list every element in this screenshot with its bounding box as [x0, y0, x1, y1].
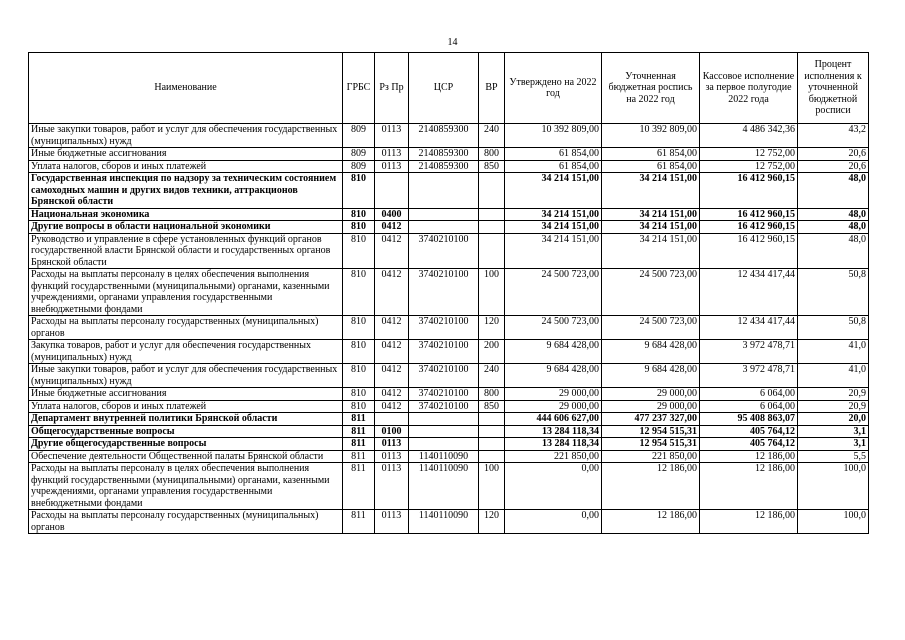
cell-csr [409, 221, 479, 234]
cell-vr: 850 [479, 160, 505, 173]
cell-grbs: 810 [343, 208, 375, 221]
cell-cash: 6 064,00 [700, 400, 798, 413]
cell-rzpr: 0113 [375, 463, 409, 510]
cell-refined: 34 214 151,00 [602, 221, 700, 234]
cell-cash: 95 408 863,07 [700, 413, 798, 426]
cell-name: Другие общегосударственные вопросы [29, 438, 343, 451]
cell-csr: 2140859300 [409, 160, 479, 173]
cell-rzpr: 0412 [375, 221, 409, 234]
cell-refined: 221 850,00 [602, 450, 700, 463]
cell-name: Общегосударственные вопросы [29, 425, 343, 438]
table-row [29, 160, 869, 173]
table-row [29, 221, 869, 234]
cell-rzpr: 0412 [375, 388, 409, 401]
cell-grbs: 811 [343, 413, 375, 426]
cell-cash: 16 412 960,15 [700, 173, 798, 209]
cell-grbs: 811 [343, 438, 375, 451]
cell-rzpr: 0412 [375, 364, 409, 388]
cell-vr: 100 [479, 463, 505, 510]
cell-name: Расходы на выплаты персоналу в целях обеспечения выполнения функций государственными (муниципальными) органами, казенными учреждениями, органами управления государственными внебюджетными фондами [29, 463, 343, 510]
cell-refined: 12 186,00 [602, 463, 700, 510]
cell-percent: 20,9 [798, 388, 869, 401]
table-row [29, 510, 869, 534]
cell-csr: 2140859300 [409, 124, 479, 148]
cell-grbs: 810 [343, 221, 375, 234]
cell-cash: 6 064,00 [700, 388, 798, 401]
cell-vr [479, 221, 505, 234]
cell-approved: 9 684 428,00 [505, 364, 602, 388]
header-csr: ЦСР [409, 53, 479, 124]
cell-approved: 61 854,00 [505, 148, 602, 161]
table-row [29, 413, 869, 426]
cell-cash: 12 186,00 [700, 463, 798, 510]
cell-csr: 3740210100 [409, 233, 479, 269]
cell-approved: 34 214 151,00 [505, 221, 602, 234]
cell-vr [479, 173, 505, 209]
cell-csr: 3740210100 [409, 400, 479, 413]
cell-rzpr: 0412 [375, 316, 409, 340]
cell-csr: 1140110090 [409, 450, 479, 463]
cell-name: Государственная инспекция по надзору за техническим состоянием самоходных машин и других видов техники, аттракционов Брянской области [29, 173, 343, 209]
header-rzpr: Рз Пр [375, 53, 409, 124]
cell-refined: 61 854,00 [602, 148, 700, 161]
cell-cash: 12 434 417,44 [700, 316, 798, 340]
cell-vr: 100 [479, 269, 505, 316]
cell-name: Иные бюджетные ассигнования [29, 148, 343, 161]
table-row [29, 316, 869, 340]
cell-csr: 3740210100 [409, 340, 479, 364]
cell-cash: 12 752,00 [700, 148, 798, 161]
cell-cash: 405 764,12 [700, 438, 798, 451]
cell-grbs: 810 [343, 269, 375, 316]
cell-refined: 24 500 723,00 [602, 269, 700, 316]
cell-rzpr [375, 173, 409, 209]
cell-csr [409, 173, 479, 209]
cell-refined: 29 000,00 [602, 388, 700, 401]
cell-percent: 48,0 [798, 221, 869, 234]
cell-grbs: 809 [343, 160, 375, 173]
table-row [29, 388, 869, 401]
table-row [29, 364, 869, 388]
cell-percent: 5,5 [798, 450, 869, 463]
cell-name: Департамент внутренней политики Брянской области [29, 413, 343, 426]
cell-percent: 43,2 [798, 124, 869, 148]
cell-refined: 10 392 809,00 [602, 124, 700, 148]
cell-cash: 3 972 478,71 [700, 340, 798, 364]
cell-name: Расходы на выплаты персоналу государственных (муниципальных) органов [29, 510, 343, 534]
cell-percent: 20,6 [798, 160, 869, 173]
table-body [29, 124, 869, 534]
cell-approved: 221 850,00 [505, 450, 602, 463]
cell-vr: 850 [479, 400, 505, 413]
cell-percent: 50,8 [798, 316, 869, 340]
cell-percent: 20,0 [798, 413, 869, 426]
cell-approved: 34 214 151,00 [505, 208, 602, 221]
budget-table [28, 52, 869, 534]
cell-cash: 3 972 478,71 [700, 364, 798, 388]
cell-approved: 9 684 428,00 [505, 340, 602, 364]
header-cash: Кассовое исполнение за первое полугодие 2022 года [700, 53, 798, 124]
cell-percent: 3,1 [798, 438, 869, 451]
cell-percent: 50,8 [798, 269, 869, 316]
cell-percent: 48,0 [798, 233, 869, 269]
cell-csr: 3740210100 [409, 388, 479, 401]
cell-approved: 0,00 [505, 510, 602, 534]
cell-approved: 34 214 151,00 [505, 233, 602, 269]
cell-vr: 240 [479, 124, 505, 148]
cell-cash: 16 412 960,15 [700, 221, 798, 234]
cell-percent: 100,0 [798, 510, 869, 534]
cell-refined: 9 684 428,00 [602, 340, 700, 364]
cell-cash: 12 434 417,44 [700, 269, 798, 316]
cell-vr: 800 [479, 148, 505, 161]
table-row [29, 450, 869, 463]
page-number: 14 [447, 37, 458, 48]
cell-approved: 34 214 151,00 [505, 173, 602, 209]
cell-percent: 41,0 [798, 340, 869, 364]
cell-grbs: 809 [343, 148, 375, 161]
cell-csr [409, 425, 479, 438]
cell-percent: 3,1 [798, 425, 869, 438]
cell-name: Расходы на выплаты персоналу государственных (муниципальных) органов [29, 316, 343, 340]
cell-approved: 29 000,00 [505, 388, 602, 401]
table-row [29, 208, 869, 221]
cell-grbs: 810 [343, 400, 375, 413]
cell-vr [479, 208, 505, 221]
cell-name: Уплата налогов, сборов и иных платежей [29, 160, 343, 173]
cell-vr: 240 [479, 364, 505, 388]
cell-refined: 12 954 515,31 [602, 425, 700, 438]
header-approved: Утверждено на 2022 год [505, 53, 602, 124]
cell-percent: 48,0 [798, 173, 869, 209]
cell-grbs: 811 [343, 450, 375, 463]
cell-csr [409, 413, 479, 426]
cell-cash: 4 486 342,36 [700, 124, 798, 148]
cell-grbs: 811 [343, 510, 375, 534]
cell-name: Иные закупки товаров, работ и услуг для обеспечения государственных (муниципальных) нужд [29, 364, 343, 388]
cell-csr [409, 438, 479, 451]
cell-name: Расходы на выплаты персоналу в целях обеспечения выполнения функций государственными (муниципальными) органами, казенными учреждениями, органами управления государственными внебюджетными фондами [29, 269, 343, 316]
cell-name: Закупка товаров, работ и услуг для обеспечения государственных (муниципальных) нужд [29, 340, 343, 364]
table-row [29, 124, 869, 148]
cell-rzpr: 0113 [375, 124, 409, 148]
cell-csr: 2140859300 [409, 148, 479, 161]
cell-refined: 34 214 151,00 [602, 173, 700, 209]
header-percent: Процент исполнения к уточненной бюджетной росписи [798, 53, 869, 124]
cell-name: Руководство и управление в сфере установленных функций органов государственной власти Брянской области и государственных органов Брянской области [29, 233, 343, 269]
cell-approved: 0,00 [505, 463, 602, 510]
cell-approved: 13 284 118,34 [505, 425, 602, 438]
cell-grbs: 810 [343, 316, 375, 340]
cell-rzpr: 0113 [375, 510, 409, 534]
cell-csr: 1140110090 [409, 463, 479, 510]
cell-refined: 24 500 723,00 [602, 316, 700, 340]
cell-percent: 20,9 [798, 400, 869, 413]
cell-grbs: 810 [343, 233, 375, 269]
cell-cash: 12 752,00 [700, 160, 798, 173]
cell-vr: 120 [479, 316, 505, 340]
cell-approved: 444 606 627,00 [505, 413, 602, 426]
cell-vr [479, 413, 505, 426]
table-row [29, 148, 869, 161]
cell-name: Иные бюджетные ассигнования [29, 388, 343, 401]
cell-rzpr [375, 413, 409, 426]
cell-vr: 200 [479, 340, 505, 364]
cell-csr: 1140110090 [409, 510, 479, 534]
cell-refined: 9 684 428,00 [602, 364, 700, 388]
cell-percent: 41,0 [798, 364, 869, 388]
cell-rzpr: 0113 [375, 438, 409, 451]
cell-rzpr: 0412 [375, 340, 409, 364]
cell-approved: 24 500 723,00 [505, 316, 602, 340]
cell-refined: 12 186,00 [602, 510, 700, 534]
cell-grbs: 811 [343, 425, 375, 438]
cell-percent: 20,6 [798, 148, 869, 161]
cell-rzpr: 0113 [375, 160, 409, 173]
cell-name: Национальная экономика [29, 208, 343, 221]
table-row [29, 438, 869, 451]
cell-grbs: 811 [343, 463, 375, 510]
cell-percent: 48,0 [798, 208, 869, 221]
cell-cash: 16 412 960,15 [700, 233, 798, 269]
cell-grbs: 810 [343, 340, 375, 364]
cell-refined: 34 214 151,00 [602, 233, 700, 269]
cell-grbs: 809 [343, 124, 375, 148]
cell-refined: 34 214 151,00 [602, 208, 700, 221]
cell-vr: 120 [479, 510, 505, 534]
cell-rzpr: 0400 [375, 208, 409, 221]
cell-refined: 12 954 515,31 [602, 438, 700, 451]
cell-vr: 800 [479, 388, 505, 401]
cell-rzpr: 0412 [375, 233, 409, 269]
cell-name: Уплата налогов, сборов и иных платежей [29, 400, 343, 413]
cell-name: Другие вопросы в области национальной экономики [29, 221, 343, 234]
cell-cash: 16 412 960,15 [700, 208, 798, 221]
table-row [29, 463, 869, 510]
cell-approved: 61 854,00 [505, 160, 602, 173]
cell-approved: 10 392 809,00 [505, 124, 602, 148]
table-row [29, 400, 869, 413]
cell-vr [479, 425, 505, 438]
cell-name: Обеспечение деятельности Общественной палаты Брянской области [29, 450, 343, 463]
cell-csr: 3740210100 [409, 269, 479, 316]
header-grbs: ГРБС [343, 53, 375, 124]
cell-refined: 61 854,00 [602, 160, 700, 173]
table-row [29, 340, 869, 364]
cell-rzpr: 0412 [375, 269, 409, 316]
cell-cash: 405 764,12 [700, 425, 798, 438]
cell-grbs: 810 [343, 173, 375, 209]
cell-refined: 29 000,00 [602, 400, 700, 413]
cell-cash: 12 186,00 [700, 510, 798, 534]
cell-rzpr: 0412 [375, 400, 409, 413]
header-refined: Уточненная бюджетная роспись на 2022 год [602, 53, 700, 124]
cell-rzpr: 0100 [375, 425, 409, 438]
cell-cash: 12 186,00 [700, 450, 798, 463]
cell-approved: 29 000,00 [505, 400, 602, 413]
table-row [29, 173, 869, 209]
cell-csr: 3740210100 [409, 316, 479, 340]
cell-rzpr: 0113 [375, 148, 409, 161]
cell-approved: 13 284 118,34 [505, 438, 602, 451]
cell-approved: 24 500 723,00 [505, 269, 602, 316]
table-row [29, 269, 869, 316]
cell-grbs: 810 [343, 364, 375, 388]
cell-name: Иные закупки товаров, работ и услуг для обеспечения государственных (муниципальных) нужд [29, 124, 343, 148]
cell-percent: 100,0 [798, 463, 869, 510]
cell-csr: 3740210100 [409, 364, 479, 388]
cell-refined: 477 237 327,00 [602, 413, 700, 426]
header-vr: ВР [479, 53, 505, 124]
cell-grbs: 810 [343, 388, 375, 401]
table-header-row [29, 53, 869, 124]
cell-vr [479, 233, 505, 269]
cell-vr [479, 438, 505, 451]
cell-csr [409, 208, 479, 221]
cell-vr [479, 450, 505, 463]
table-row [29, 425, 869, 438]
header-name: Наименование [29, 53, 343, 124]
cell-rzpr: 0113 [375, 450, 409, 463]
table-row [29, 233, 869, 269]
